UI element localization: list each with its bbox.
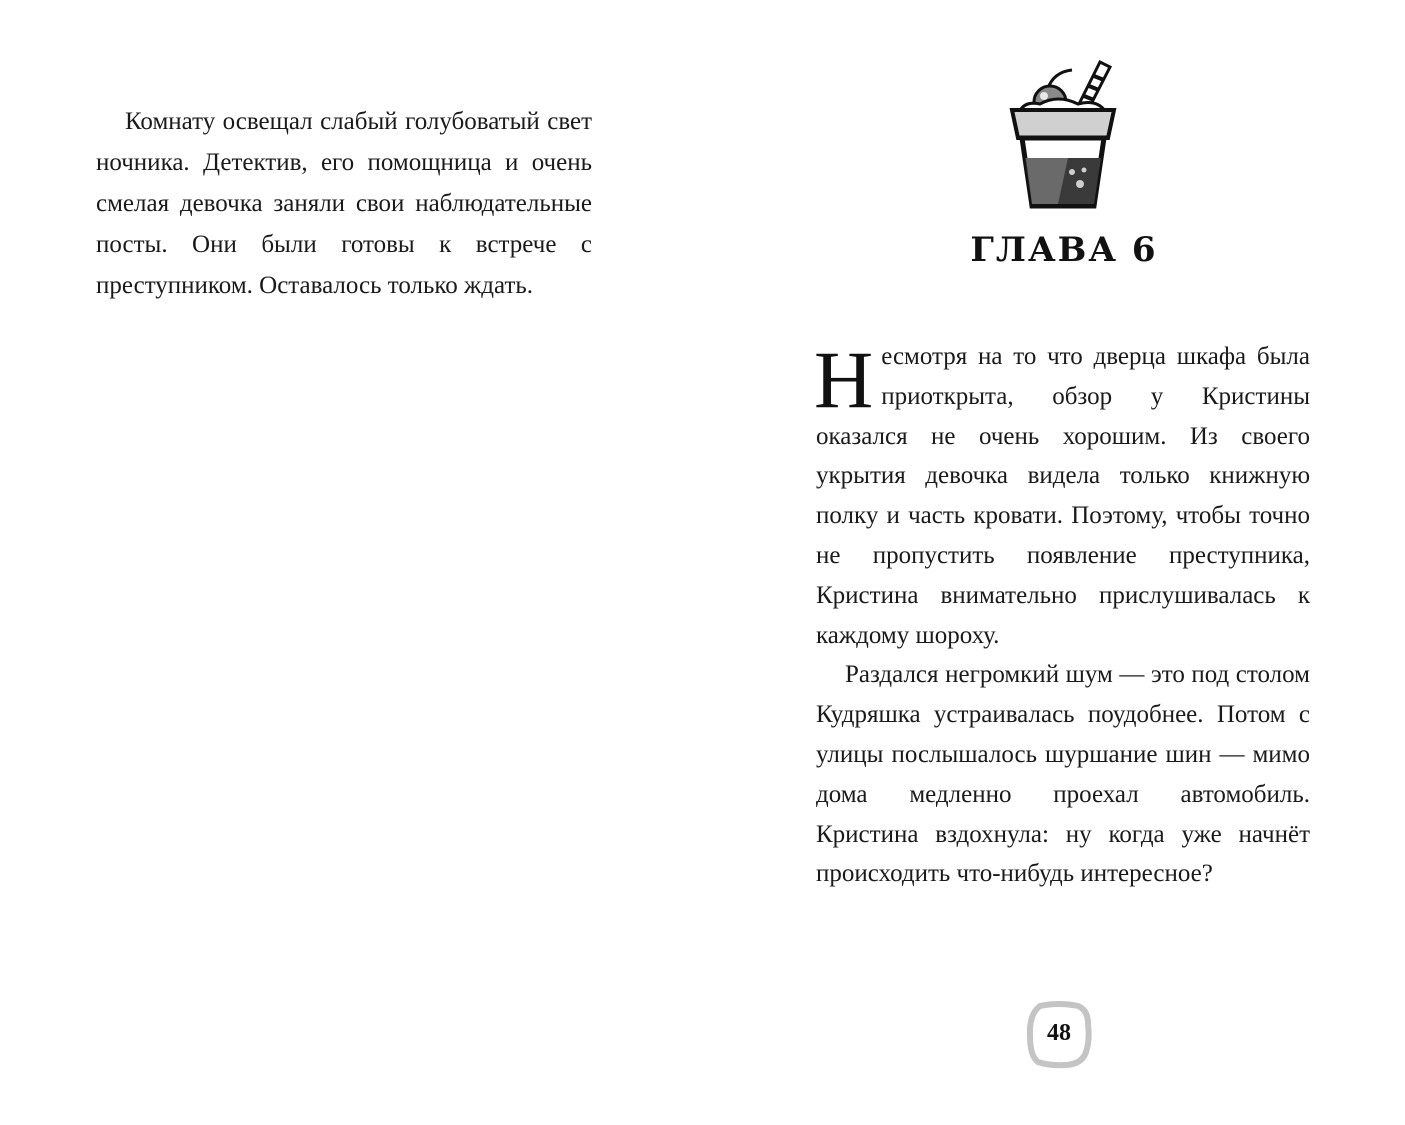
- page-number: 48: [1047, 1020, 1071, 1046]
- chapter-title: ГЛАВА 6: [970, 230, 1158, 270]
- left-page: [0, 0, 702, 1125]
- left-page-text: [96, 101, 592, 306]
- right-paragraph-2: Раздался негромкий шум — это под столом Кудряшка устраивалась поудобнее. Потом с улицы послышалось шуршание шин — мимо дома медленно проехал автомобиль. Кристина вздохнула: ну когда уже начнёт происходить что-нибудь интересное?: [816, 661, 1310, 888]
- left-paragraph-1: Комнату освещал слабый голубоватый свет ночника. Детектив, его помощница и очень смелая девочка заняли свои наблюдательные посты. Они были готовы к встрече с преступником. Оставалось только ждать.: [96, 108, 592, 299]
- right-paragraph-1: [814, 334, 1310, 655]
- right-page-text: [814, 334, 1310, 894]
- page-number-badge: [1026, 1000, 1092, 1070]
- milkshake-cup-icon: [1008, 58, 1118, 210]
- right-paragraph-1-text: есмотря на то что дверца шкафа была приоткрыта, обзор у Кристины оказался не очень хорошим. Из своего укрытия девочка видела только книжную полку и часть кровати. Поэтому, чтобы точно не пропустить появление преступника, Кристина внимательно прислушивалась к каждому шороху.: [816, 343, 1310, 649]
- right-page: [702, 0, 1405, 1125]
- drop-cap: Н: [814, 334, 874, 425]
